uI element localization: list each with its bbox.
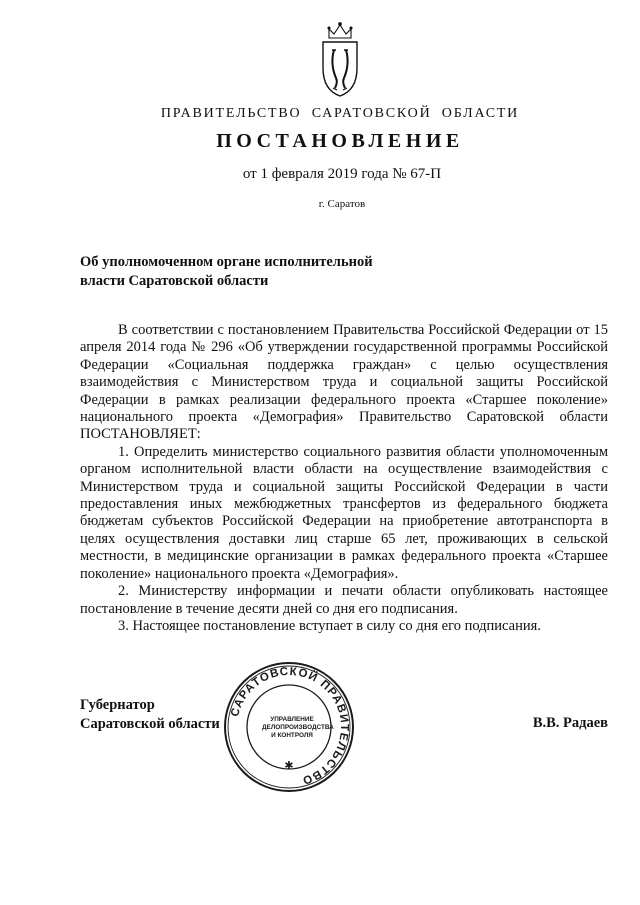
stamp-center-line-1: УПРАВЛЕНИЕ <box>270 716 314 723</box>
subject-line-2: власти Саратовской области <box>80 273 269 289</box>
organization-title: ПРАВИТЕЛЬСТВО САРАТОВСКОЙ ОБЛАСТИ <box>160 106 520 121</box>
subject-line-1: Об уполномоченном органе исполнительной <box>80 254 373 270</box>
signatory-title-line-1: Губернатор <box>80 697 155 713</box>
stamp-center-text <box>262 716 334 740</box>
document-body <box>80 322 608 635</box>
document-type: ПОСТАНОВЛЕНИЕ <box>216 130 464 152</box>
stamp-center-line-3: И КОНТРОЛЯ <box>271 732 313 739</box>
stamp-star: ✱ <box>284 759 294 772</box>
document-date-number: от 1 февраля 2019 года № 67-П <box>242 166 442 182</box>
signatory-title-line-2: Саратовской области <box>80 716 220 732</box>
signatory-name: В.В. Радаев <box>532 715 608 731</box>
body-intro: В соответствии с постановлением Правительства Российской Федерации от 15 апреля 2014 года № 296 «Об утверждении государственной программы Российской Федерации «Социальная поддержка граждан» с целью осуществления взаимодействия с Министерством труда и социальной защиты Российской Федерации в рамках реализации федерального проекта «Старшее поколение» национального проекта «Демография» Правительство Саратовской области ПОСТАНОВЛЯЕТ: <box>80 322 608 443</box>
body-item-2: 2. Министерству информации и печати области опубликовать настоящее постановление в течение десяти дней со дня его подписания. <box>80 583 608 617</box>
body-item-3: 3. Настоящее постановление вступает в силу со дня его подписания. <box>118 617 541 634</box>
stamp-center-line-2: ДЕЛОПРОИЗВОДСТВА <box>262 724 334 731</box>
saratov-coat-of-arms-icon <box>318 20 362 100</box>
stamp-ring-text: САРАТОВСКОЙ ПРАВИТЕЛЬСТВО <box>229 665 351 787</box>
body-item-1: 1. Определить министерство социального развития области уполномоченным органом исполнительной власти области на осуществление взаимодействия с Министерством труда и социальной защиты Российской Федерации в части предоставления иных межбюджетных трансфертов из федерального бюджета бюджетам субъектов Российской Федерации на приобретение автотранспорта в целях осуществления доставки лиц старше 65 лет, проживающих в сельской местности, в медицинские организации в рамках федерального проекта «Старшее поколение» национального проекта «Демография». <box>80 443 608 582</box>
document-subject <box>80 253 440 291</box>
document-city: г. Саратов <box>318 198 366 210</box>
